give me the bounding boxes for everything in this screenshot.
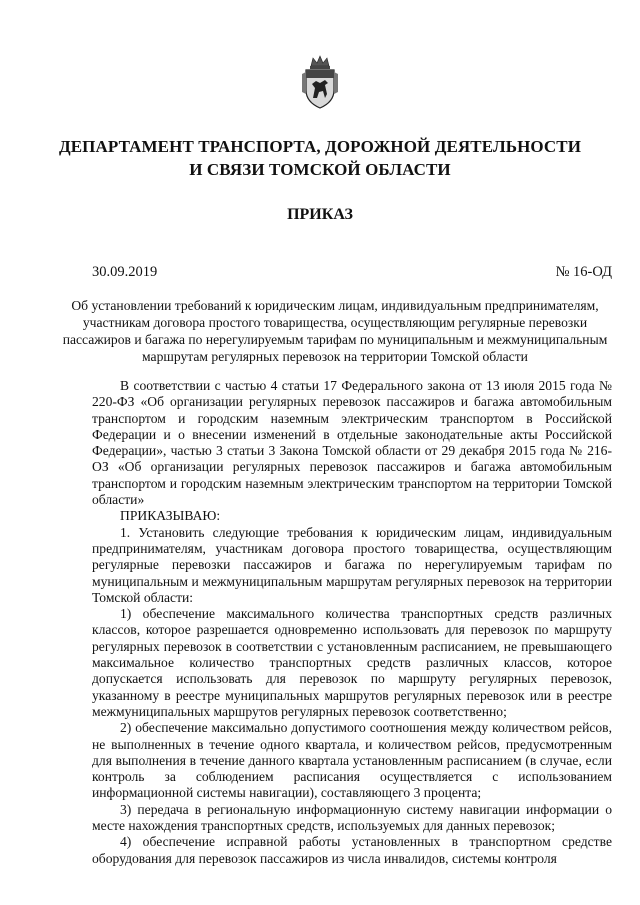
order-body — [92, 378, 612, 867]
order-number: № 16-ОД — [555, 264, 612, 280]
document-type-title: ПРИКАЗ — [287, 206, 353, 223]
subitem-4-paragraph: 4) обеспечение исправной работы установленных в транспортном средстве оборудования для перевозок пассажиров из числа инвалидов, системы контроля — [92, 834, 612, 866]
preamble-paragraph: В соответствии с частью 4 статьи 17 Федерального закона от 13 июля 2015 года № 220-ФЗ «Об организации регулярных перевозок пассажиров и багажа автомобильным транспортом и городским наземным электрическим транспортом в Российской Федерации и о внесении изменений в отдельные законодательные акты Российской Федерации», частью 3 статьи 3 Закона Томской области от 29 декабря 2015 года № 216-ОЗ «Об организации регулярных перевозок пассажиров и багажа автомобильным транспортом и городским наземным электрическим транспортом на территории Томской области» — [92, 378, 612, 508]
subitem-3-paragraph: 3) передача в региональную информационную систему навигации информации о месте нахождения транспортных средств, используемых для данных перевозок; — [92, 801, 612, 834]
subitem-2-paragraph: 2) обеспечение максимально допустимого соотношения между количеством рейсов, не выполненных в течение одного квартала, и количеством рейсов, предусмотренным для выполнения в течение данного квартала установленным расписанием (в случае, если контроль за соблюдением расписания осуществляется с использованием информационной системы навигации), составляющего 3 процента; — [92, 720, 612, 801]
order-subject: Об установлении требований к юридическим лицам, индивидуальным предпринимателям, участникам договора простого товарищества, осуществляющим регулярные перевозки пассажиров и багажа по нерегулируемым тарифам по муниципальным и межмуниципальным маршрутам регулярных перевозок на территории Томской области — [62, 298, 608, 364]
department-name-line2: И СВЯЗИ ТОМСКОЙ ОБЛАСТИ — [189, 160, 451, 179]
item-1-paragraph: 1. Установить следующие требования к юридическим лицам, индивидуальным предпринимателям, участникам договора простого товарищества, осуществляющим регулярные перевозки пассажиров и багажа по нерегулируемым тарифам по муниципальным и межмуниципальным маршрутам регулярных перевозок на территории Томской области: — [92, 524, 612, 605]
department-name-line1: ДЕПАРТАМЕНТ ТРАНСПОРТА, ДОРОЖНОЙ ДЕЯТЕЛЬНОСТИ — [58, 137, 582, 156]
subitem-1-paragraph: 1) обеспечение максимального количества транспортных средств различных классов, которое разрешается одновременно использовать для перевозок по маршруту регулярных перевозок в соответствии с установленным расписанием, не превышающего максимальное количество транспортных средств различных классов, которое допускается использовать для перевозок по маршруту регулярных перевозок, указанному в реестре муниципальных маршрутов регулярных перевозок или в реестре межмуниципальных маршрутов регулярных перевозок соответственно; — [92, 606, 612, 719]
order-word: ПРИКАЗЫВАЮ: — [120, 508, 221, 524]
tomsk-region-coat-of-arms-icon — [298, 54, 342, 110]
order-date: 30.09.2019 — [92, 264, 158, 280]
